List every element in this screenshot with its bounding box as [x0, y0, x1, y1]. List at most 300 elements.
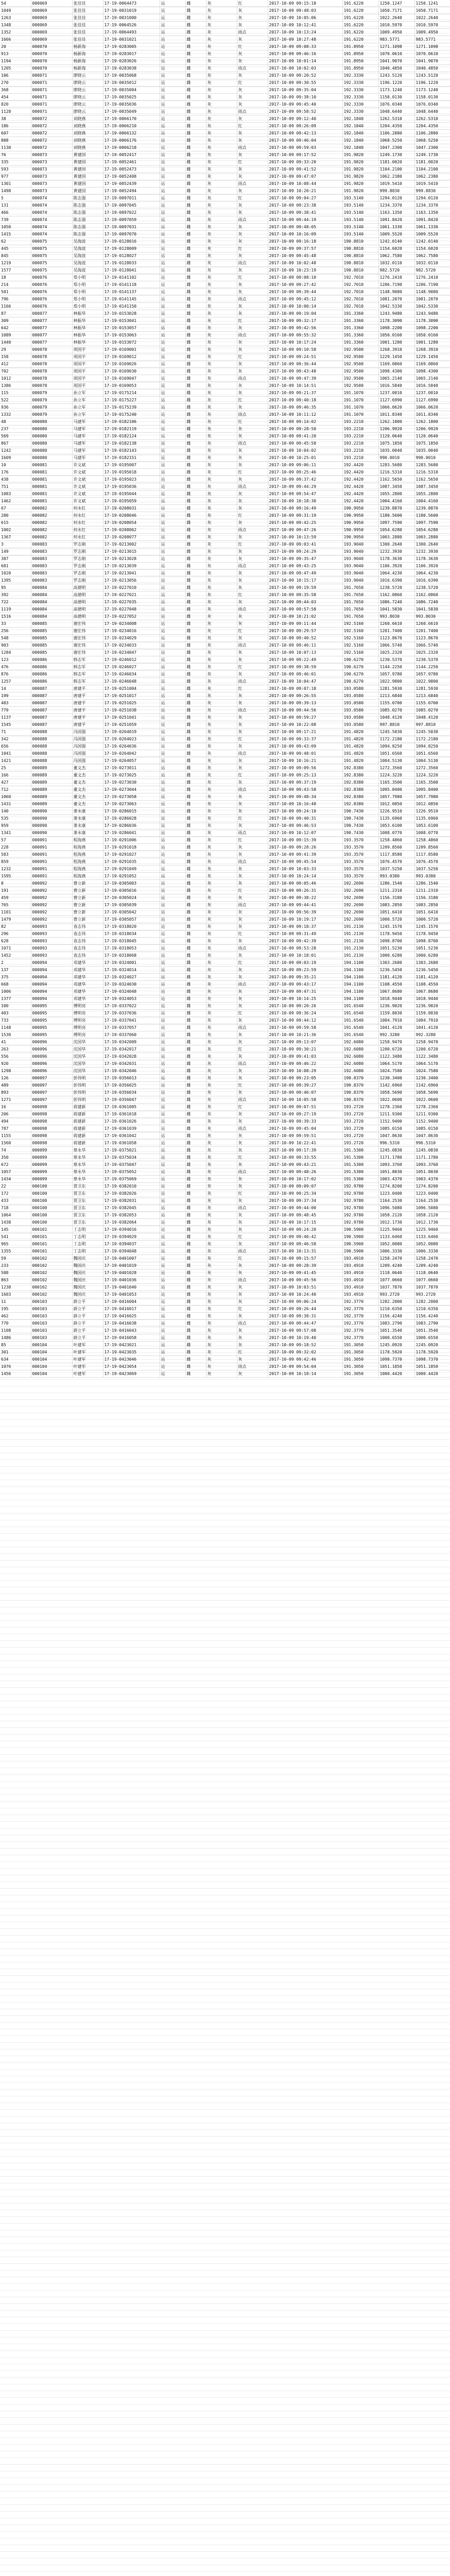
table-cell: 2017-10-09 09:37:19 — [268, 779, 342, 786]
table-cell: 000093 — [31, 938, 72, 945]
table-cell: 20 — [0, 43, 31, 50]
table-cell: 灰 — [237, 1356, 268, 1363]
table-cell: 17-19-0169001 — [103, 346, 160, 353]
table-cell: 运 — [160, 1298, 185, 1306]
table-cell: 1025.2320 — [378, 649, 414, 656]
table-cell: 000069 — [31, 36, 72, 43]
table-cell: 运 — [160, 79, 185, 87]
table-cell: 灰 — [206, 43, 237, 50]
table-cell: 17-19-0291035 — [103, 858, 160, 866]
table-cell: 000087 — [31, 714, 72, 721]
table-cell: 191.8950 — [342, 43, 378, 50]
table-cell: 灰 — [237, 1132, 268, 1140]
table-cell: 运 — [160, 267, 185, 274]
table-row — [0, 873, 450, 880]
table-cell: 郑小明 — [72, 274, 103, 281]
table-cell: 193.9040 — [342, 541, 378, 548]
table-cell: 1165.3500 — [414, 779, 450, 786]
table-cell: 灰 — [237, 793, 268, 801]
table-cell: 2017-10-09 10:04:02 — [268, 447, 342, 454]
table-cell: 2017-10-09 09:23:59 — [268, 967, 342, 974]
table-cell: 运 — [160, 361, 185, 368]
table-row — [0, 1010, 450, 1017]
table-cell: 1000.4420 — [378, 1370, 414, 1378]
table-cell: 运 — [160, 649, 185, 656]
table-cell: 000084 — [31, 606, 72, 613]
table-cell: 灰 — [206, 339, 237, 346]
table-cell: 000073 — [31, 180, 72, 188]
table-cell: 982.5720 — [378, 267, 414, 274]
table-cell: 1098.4300 — [414, 368, 450, 375]
table-cell: 195 — [0, 1306, 31, 1313]
table-cell: 孙立军 — [72, 397, 103, 404]
table-cell: 992.3280 — [414, 1031, 450, 1039]
table-row — [0, 923, 450, 930]
table-cell: 灰 — [206, 714, 237, 721]
table-cell: 1164.2530 — [378, 1197, 414, 1205]
table-cell: 569 — [0, 433, 31, 440]
table-cell: 廖晓云 — [72, 87, 103, 94]
table-cell: 运 — [160, 577, 185, 584]
table-cell: 运 — [160, 498, 185, 505]
table-cell: 1081.2070 — [378, 296, 414, 303]
table-cell: 运 — [160, 628, 185, 635]
table-cell: 雌 — [185, 1089, 206, 1096]
table-cell: 233 — [0, 1262, 31, 1269]
table-cell: 1236.9020 — [414, 1003, 450, 1010]
table-cell: 2017-10-09 09:31:19 — [268, 512, 342, 519]
table-cell: 灰 — [237, 1284, 268, 1291]
table-cell: 17-19-0291049 — [103, 866, 160, 873]
table-cell: 1051.1850 — [414, 1363, 450, 1370]
table-cell: 雌 — [185, 866, 206, 873]
table-cell: 1158.0130 — [414, 94, 450, 101]
table-row — [0, 325, 450, 332]
table-cell: 1130 — [0, 144, 31, 151]
table-cell: 雌 — [185, 1320, 206, 1327]
table-cell: 158 — [0, 353, 31, 361]
table-cell: 1135.6960 — [414, 815, 450, 822]
table-cell: 贾卫东 — [72, 1190, 103, 1197]
table-row — [0, 1356, 450, 1363]
table-row — [0, 1226, 450, 1233]
table-cell: 2017-10-09 09:19:59 — [268, 584, 342, 591]
table-cell: 雌 — [185, 1262, 206, 1269]
table-cell: 17-19-0035049 — [103, 108, 160, 115]
table-cell: 丁志明 — [72, 1233, 103, 1241]
table-cell: 运 — [160, 988, 185, 995]
table-cell: 何永红 — [72, 505, 103, 512]
table-cell: 000102 — [31, 1277, 72, 1284]
table-cell: 运 — [160, 7, 185, 14]
table-cell: 000069 — [31, 7, 72, 14]
table-cell: 灰 — [206, 209, 237, 216]
table-cell: 灰 — [206, 267, 237, 274]
table-cell: 林振华 — [72, 317, 103, 325]
table-cell: 18 — [0, 274, 31, 281]
table-cell: 2017-10-09 09:45:48 — [268, 252, 342, 260]
table-cell: 2017-10-09 09:48:03 — [268, 7, 342, 14]
table-cell: 运 — [160, 707, 185, 714]
table-cell: 1037.5250 — [414, 866, 450, 873]
table-cell: 1282.2000 — [378, 1298, 414, 1306]
table-cell: 17-19-0375034 — [103, 1154, 160, 1161]
table-cell: 灰 — [237, 50, 268, 58]
table-cell: 17-19-0227021 — [103, 591, 160, 599]
table-cell: 17-19-0182151 — [103, 454, 160, 462]
table-cell: 2017-10-09 09:45:56 — [268, 1277, 342, 1284]
table-cell: 1098.8700 — [414, 938, 450, 945]
table-cell: 2017-10-09 09:48:34 — [268, 793, 342, 801]
table-cell: 17-19-0361042 — [103, 1132, 160, 1140]
table-cell: 634 — [0, 1356, 31, 1363]
table-cell: 蒋建新 — [72, 1125, 103, 1132]
table-cell: 1009.5520 — [378, 231, 414, 238]
table-cell: 17-19-0153041 — [103, 317, 160, 325]
table-cell: 红 — [237, 1190, 268, 1197]
table-cell: 灰 — [206, 1161, 237, 1168]
table-cell: 000071 — [31, 101, 72, 108]
table-cell: 1301 — [0, 180, 31, 188]
table-cell: 灰 — [206, 317, 237, 325]
table-cell: 192.3330 — [342, 87, 378, 94]
table-cell: 灰 — [237, 1161, 268, 1168]
table-cell: 高德明 — [72, 599, 103, 606]
table-cell: 17-19-0382026 — [103, 1190, 160, 1197]
table-cell: 194.1100 — [342, 995, 378, 1003]
table-cell: 雌 — [185, 649, 206, 656]
table-cell: 190.6270 — [342, 664, 378, 671]
table-cell: 1065.2140 — [414, 375, 450, 382]
table-cell: 17-19-0286028 — [103, 815, 160, 822]
table-cell: 红 — [237, 274, 268, 281]
table-cell: 1098.7370 — [378, 1356, 414, 1363]
table-cell: 000101 — [31, 1248, 72, 1255]
table-cell: 吴海波 — [72, 252, 103, 260]
table-cell: 雨点 — [237, 296, 268, 303]
table-cell: 615 — [0, 519, 31, 527]
table-cell: 雨点 — [237, 1248, 268, 1255]
table-cell: 000070 — [31, 50, 72, 58]
table-cell: 1181.0020 — [414, 159, 450, 166]
table-cell: 邓建华 — [72, 981, 103, 988]
table-cell: 运 — [160, 1089, 185, 1096]
table-cell: 灰 — [237, 916, 268, 923]
table-cell: 灰 — [237, 87, 268, 94]
table-row — [0, 108, 450, 115]
table-cell: 灰 — [237, 281, 268, 289]
table-cell: 运 — [160, 382, 185, 389]
table-cell: 1272.3560 — [378, 765, 414, 772]
table-cell: 256 — [0, 628, 31, 635]
table-cell: 191.7650 — [342, 584, 378, 591]
table-cell: 灰 — [206, 815, 237, 822]
table-cell: 990.0010 — [378, 454, 414, 462]
table-cell: 191.4820 — [342, 743, 378, 750]
table-cell: 雌 — [185, 1284, 206, 1291]
table-cell: 000098 — [31, 1125, 72, 1132]
table-cell: 192.2690 — [342, 887, 378, 894]
table-cell: 1075.1850 — [414, 440, 450, 447]
table-cell: 灰 — [237, 1334, 268, 1342]
table-cell: 000074 — [31, 216, 72, 224]
table-cell: 雌 — [185, 721, 206, 728]
table-cell: 193.3570 — [342, 858, 378, 866]
table-cell: 灰 — [206, 866, 237, 873]
table-cell: 1067.8680 — [414, 988, 450, 995]
table-cell: 1258.2470 — [378, 1255, 414, 1262]
table-cell: 2017-10-09 09:46:35 — [268, 404, 342, 411]
table-cell: 1135.6960 — [378, 815, 414, 822]
table-cell: 雌 — [185, 1147, 206, 1154]
table-cell: 192.3770 — [342, 1298, 378, 1306]
table-cell: 1019.5410 — [378, 180, 414, 188]
table-cell: 1123.8670 — [378, 635, 414, 642]
table-cell: 运 — [160, 281, 185, 289]
table-cell: 灰 — [206, 144, 237, 151]
table-cell: 193.4910 — [342, 1277, 378, 1284]
table-cell: 965 — [0, 1241, 31, 1248]
table-cell: 灰 — [237, 137, 268, 144]
table-cell: 雨点 — [237, 1168, 268, 1176]
table-cell: 灰 — [206, 50, 237, 58]
table-cell: 1050 — [0, 224, 31, 231]
table-cell: 谢宏伟 — [72, 649, 103, 656]
table-cell: 000095 — [31, 1017, 72, 1024]
table-cell: 灰 — [206, 1039, 237, 1046]
table-row — [0, 224, 450, 231]
table-cell: 灰 — [237, 1219, 268, 1226]
table-cell: 1209.4240 — [414, 1262, 450, 1269]
table-cell: 280 — [0, 512, 31, 519]
table-cell: 运 — [160, 786, 185, 793]
table-cell: 运 — [160, 1060, 185, 1067]
table-cell: 17-19-0141118 — [103, 281, 160, 289]
table-cell: 1178.9450 — [414, 930, 450, 938]
table-cell: 蔡永华 — [72, 1154, 103, 1161]
table-cell: 运 — [160, 505, 185, 512]
table-cell: 1142.6960 — [378, 1082, 414, 1089]
table-row — [0, 433, 450, 440]
table-cell: 红 — [237, 0, 268, 7]
table-cell: 运 — [160, 714, 185, 721]
table-cell: 191.3050 — [342, 1349, 378, 1356]
table-cell: 936 — [0, 404, 31, 411]
table-cell: 灰 — [206, 1356, 237, 1363]
table-cell: 1249.1730 — [414, 151, 450, 159]
table-cell: 1098.8700 — [378, 938, 414, 945]
table-cell: 000075 — [31, 260, 72, 267]
table-cell: 灰 — [237, 952, 268, 959]
table-cell: 17-19-0066218 — [103, 144, 160, 151]
table-cell: 1086.7240 — [378, 599, 414, 606]
table-cell: 1060 — [0, 793, 31, 801]
table-cell: 1223.0400 — [414, 1190, 450, 1197]
table-cell: 运 — [160, 289, 185, 296]
table-cell: 雨点 — [237, 1320, 268, 1327]
table-cell: 17-19-0286036 — [103, 822, 160, 829]
table-cell: 2017-10-09 09:26:09 — [268, 123, 342, 130]
table-cell: 000085 — [31, 642, 72, 649]
table-cell: 灰 — [237, 252, 268, 260]
table-cell: 灰 — [206, 649, 237, 656]
table-cell: 1041.9070 — [378, 58, 414, 65]
table-cell: 1229.1450 — [378, 353, 414, 361]
table-cell: 000101 — [31, 1233, 72, 1241]
table-cell: 1050.0160 — [414, 332, 450, 339]
table-cell: 雌 — [185, 1190, 206, 1197]
table-cell: 1064.4230 — [414, 570, 450, 577]
table-cell: 灰 — [237, 555, 268, 563]
table-cell: 1004.5130 — [378, 757, 414, 765]
table-cell: 1209.8560 — [414, 844, 450, 851]
table-cell: 17-19-0342009 — [103, 1039, 160, 1046]
table-cell: 1051.5230 — [378, 945, 414, 952]
table-cell: 灰 — [206, 837, 237, 844]
table-cell: 2017-10-09 09:04:27 — [268, 195, 342, 202]
table-cell: 556 — [0, 1053, 31, 1060]
table-cell: 陈志强 — [72, 195, 103, 202]
table-cell: 冯国强 — [72, 728, 103, 736]
table-cell: 雌 — [185, 7, 206, 14]
table-row — [0, 563, 450, 570]
table-cell: 1071 — [0, 945, 31, 952]
table-cell: 灰 — [237, 880, 268, 887]
table-cell: 雌 — [185, 1313, 206, 1320]
table-cell: 191.3360 — [342, 317, 378, 325]
table-cell: 628 — [0, 938, 31, 945]
table-cell: 雨点 — [237, 1125, 268, 1132]
table-cell: 运 — [160, 94, 185, 101]
table-cell: 2017-10-09 09:24:29 — [268, 548, 342, 555]
table-cell: 董文杰 — [72, 765, 103, 772]
table-cell: 3 — [0, 541, 31, 548]
table-cell: 红 — [237, 815, 268, 822]
table-cell: 雌 — [185, 462, 206, 469]
table-cell: 邓建华 — [72, 995, 103, 1003]
table-cell: 运 — [160, 866, 185, 873]
table-cell: 灰 — [206, 873, 237, 880]
table-cell: 17-19-0035012 — [103, 79, 160, 87]
table-cell: 190.5900 — [342, 1241, 378, 1248]
table-cell: 雌 — [185, 1205, 206, 1212]
table-cell: 雌 — [185, 325, 206, 332]
table-cell: 雨点 — [237, 606, 268, 613]
table-cell: 运 — [160, 1320, 185, 1327]
table-cell: 193.5140 — [342, 224, 378, 231]
table-cell: 陈志强 — [72, 224, 103, 231]
table-cell: 1022.2640 — [414, 14, 450, 22]
table-cell: 607 — [0, 130, 31, 137]
table-cell: 17-19-0182119 — [103, 426, 160, 433]
table-cell: 灰 — [206, 1082, 237, 1089]
table-cell: 2017-10-09 09:41:39 — [268, 851, 342, 858]
table-cell: 000104 — [31, 1363, 72, 1370]
table-cell: 雌 — [185, 332, 206, 339]
table-cell: 蔡永华 — [72, 1168, 103, 1176]
table-cell: 193.2720 — [342, 1140, 378, 1147]
table-cell: 17-19-0182106 — [103, 418, 160, 426]
table-cell: 000093 — [31, 923, 72, 930]
table-cell: 1232.3930 — [414, 548, 450, 555]
table-cell: 1106.2880 — [378, 130, 414, 137]
table-cell: 1462 — [0, 498, 31, 505]
table-cell: 雌 — [185, 1219, 206, 1226]
table-cell: 1440 — [0, 339, 31, 346]
table-cell: 76 — [0, 151, 31, 159]
table-cell: 17-19-0283017 — [103, 50, 160, 58]
table-cell: 灰 — [206, 1197, 237, 1205]
table-cell: 820 — [0, 101, 31, 108]
table-cell: 运 — [160, 397, 185, 404]
table-cell: 2017-10-09 09:17:21 — [268, 728, 342, 736]
table-cell: 雌 — [185, 180, 206, 188]
table-cell: 运 — [160, 570, 185, 577]
table-cell: 郑小明 — [72, 289, 103, 296]
table-row — [0, 195, 450, 202]
table-cell: 林振华 — [72, 339, 103, 346]
table-cell: 192.9780 — [342, 1183, 378, 1190]
table-cell: 马建军 — [72, 433, 103, 440]
table-cell: 雌 — [185, 743, 206, 750]
table-cell: 192.5160 — [342, 642, 378, 649]
table-cell: 灰 — [206, 216, 237, 224]
table-cell: 灰 — [206, 195, 237, 202]
table-row — [0, 779, 450, 786]
table-cell: 雨点 — [237, 902, 268, 909]
table-cell: 000087 — [31, 707, 72, 714]
table-cell: 运 — [160, 548, 185, 555]
table-cell: 灰 — [206, 1370, 237, 1378]
table-cell: 灰 — [206, 765, 237, 772]
table-cell: 黄建国 — [72, 180, 103, 188]
table-cell: 191.1070 — [342, 389, 378, 397]
table-cell: 雌 — [185, 916, 206, 923]
table-cell: 000071 — [31, 108, 72, 115]
table-cell: 1094.8250 — [378, 743, 414, 750]
table-cell: 雌 — [185, 512, 206, 519]
table-cell: 贾卫东 — [72, 1205, 103, 1212]
table-cell: 灰 — [206, 361, 237, 368]
table-cell: 雨点 — [237, 642, 268, 649]
table-cell: 000071 — [31, 94, 72, 101]
table-cell: 郑小明 — [72, 303, 103, 310]
table-cell: 1206.7190 — [414, 281, 450, 289]
table-cell: 1098.7370 — [414, 1356, 450, 1363]
table-cell: 501 — [0, 289, 31, 296]
table-cell: 17-19-0213039 — [103, 563, 160, 570]
table-cell: 灰 — [206, 87, 237, 94]
table-cell: 17-19-0097059 — [103, 216, 160, 224]
table-cell: 运 — [160, 1075, 185, 1082]
table-cell: 高德明 — [72, 613, 103, 620]
table-cell: 雌 — [185, 353, 206, 361]
table-cell: 彭伟明 — [72, 1096, 103, 1104]
table-cell: 000094 — [31, 988, 72, 995]
table-cell: 17-19-0305039 — [103, 902, 160, 909]
table-cell: 193.4910 — [342, 1291, 378, 1298]
table-cell: 192.9780 — [342, 1219, 378, 1226]
table-cell: 雌 — [185, 1370, 206, 1378]
table-row — [0, 793, 450, 801]
table-cell: 运 — [160, 1067, 185, 1075]
table-cell: 雌 — [185, 1161, 206, 1168]
table-cell: 雌 — [185, 368, 206, 375]
table-cell: 000101 — [31, 1241, 72, 1248]
table-cell: 1577 — [0, 267, 31, 274]
table-cell: 灰 — [237, 94, 268, 101]
table-cell: 2017-10-09 10:17:02 — [268, 1176, 342, 1183]
